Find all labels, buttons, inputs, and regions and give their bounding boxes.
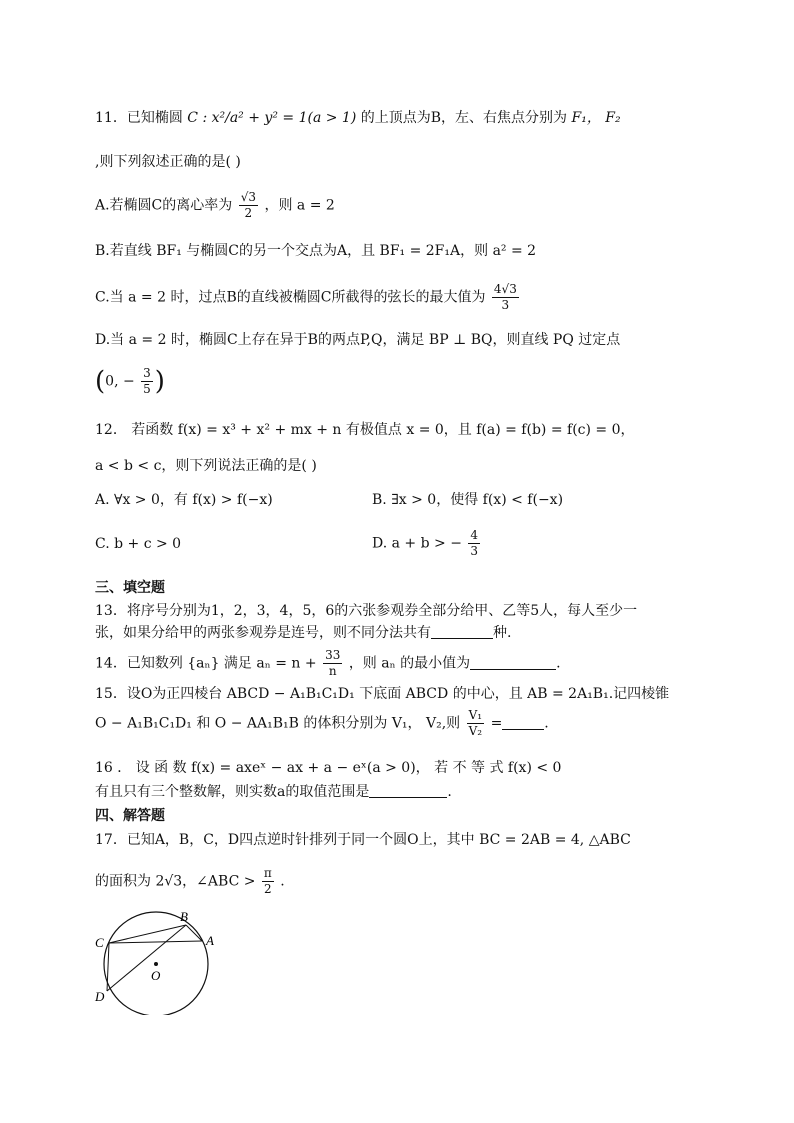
q12-line2: a < b < c，则下列说法正确的是( )	[95, 458, 317, 474]
q12-d-numerator: 4	[470, 528, 479, 542]
q15-line2	[95, 708, 549, 739]
q11-option-b: B.若直线 BF₁ 与椭圆C的另一个交点为A，且 BF₁ = 2F₁A，则 a² = 2	[95, 243, 537, 259]
q12-d-text: D. a + b > −	[372, 535, 462, 552]
q11-ellipse-eq: C : x²/a² + y² = 1(a > 1)	[187, 110, 357, 126]
q15-fraction	[467, 708, 484, 739]
q11-text: 11．已知椭圆	[95, 110, 183, 126]
segment-ca	[109, 941, 202, 943]
q11-a-numerator: √3	[240, 190, 257, 204]
q11-c-denominator: 3	[501, 298, 510, 312]
q16-answer-blank[interactable]	[369, 783, 447, 798]
q11-a-text-2: ，则 a = 2	[264, 197, 335, 214]
q13-text: 张，如果分给甲的两张参观券是连号，则不同分法共有	[95, 625, 431, 641]
q15-text: O − A₁B₁C₁D₁ 和 O − AA₁B₁B 的体积分别为 V₁， V₂,则	[95, 715, 461, 732]
q14-text: 14．已知数列 {aₙ} 满足 aₙ = n +	[95, 655, 317, 672]
q17-numerator: π	[263, 866, 272, 880]
q15-denominator: V₂	[468, 724, 483, 738]
q15-answer-blank[interactable]	[502, 715, 544, 730]
q11-a-fraction	[239, 190, 258, 221]
q11-option-c	[95, 282, 521, 313]
q16-text: 有且只有三个整数解，则实数a的取值范围是	[95, 784, 370, 800]
q11-d-denominator: 5	[143, 382, 151, 396]
label-b: B	[180, 909, 188, 924]
q17-denominator: 2	[264, 882, 272, 896]
q11-d-fraction	[141, 366, 153, 397]
section-solution-heading: 四、解答题	[95, 808, 165, 824]
q15-line1: 15．设O为正四棱台 ABCD − A₁B₁C₁D₁ 下底面 ABCD 的中心，且 AB = 2A₁B₁.记四棱锥	[95, 686, 670, 702]
q11-a-text: A.若椭圆C的离心率为	[95, 197, 233, 214]
q11-option-d: D.当 a = 2 时，椭圆C上存在异于B的两点P,Q，满足 BP ⊥ BQ，则直线 PQ 过定点	[95, 332, 621, 348]
q11-option-d-point: (0, − $\frac{3}{5}$ )	[95, 366, 165, 397]
q11-option-a	[95, 190, 335, 221]
q12-d-fraction	[468, 528, 480, 559]
q11-text-2: 的上顶点为B，左、右焦点分别为	[360, 110, 568, 126]
q11-c-numerator: 4√3	[493, 282, 517, 296]
q12-d-denominator: 3	[470, 544, 479, 558]
q17-text-2: .	[280, 873, 285, 890]
q11-d-numerator: 3	[143, 366, 151, 380]
q17-fraction	[262, 866, 274, 897]
q12-option-c: C. b + c > 0	[95, 536, 182, 552]
q11-c-text: C.当 a = 2 时，过点B的直线被椭圆C所截得的弦长的最大值为	[95, 289, 486, 306]
q14-denominator: n	[328, 664, 337, 678]
q14-text-2: ，则 aₙ 的最小值为	[348, 655, 471, 672]
q13-answer-blank[interactable]	[431, 624, 493, 639]
q12-option-a: A. ∀x > 0，有 f(x) > f(−x)	[95, 492, 273, 508]
q14-text-3: .	[556, 655, 561, 672]
q15-numerator: V₁	[468, 708, 483, 722]
q12-line1: 12． 若函数 f(x) = x³ + x² + mx + n 有极值点 x = 0，且 f(a) = f(b) = f(c) = 0，	[95, 422, 635, 438]
q14-answer-blank[interactable]	[470, 655, 556, 670]
section-fill-in-heading: 三、填空题	[95, 580, 165, 596]
q11-c-fraction	[492, 282, 519, 313]
q14-fraction	[323, 648, 342, 679]
q11-a-denominator: 2	[244, 206, 253, 220]
label-c: C	[95, 935, 104, 950]
q16-line1: 16 ． 设 函 数 f(x) = axeˣ − ax + a − eˣ(a > 0)， 若 不 等 式 f(x) < 0	[95, 760, 562, 776]
segment-ba	[186, 925, 202, 941]
q12-option-d	[372, 528, 482, 559]
q14-line	[95, 648, 561, 679]
q14-numerator: 33	[325, 648, 341, 662]
q11-line1	[95, 108, 621, 128]
q17-line2	[95, 866, 285, 897]
q11-f1: F₁，	[571, 110, 601, 126]
segment-db	[107, 925, 186, 991]
label-o: O	[151, 968, 161, 983]
center-point	[154, 962, 158, 966]
q13-line2	[95, 623, 511, 643]
q17-text: 的面积为 2√3，∠ABC >	[95, 873, 256, 890]
q15-equals: =	[490, 715, 503, 732]
q15-text-2: .	[544, 715, 549, 732]
q11-f2: F₂	[605, 110, 621, 126]
q16-text-2: .	[447, 784, 452, 800]
q12-option-b: B. ∃x > 0，使得 f(x) < f(−x)	[372, 492, 564, 508]
label-a: A	[206, 933, 214, 948]
q16-line2	[95, 782, 452, 802]
q11-line2: ,则下列叙述正确的是( )	[95, 154, 241, 170]
label-d: D	[95, 989, 105, 1004]
q13-line1: 13．将序号分别为1，2，3，4，5，6的六张参观券全部分给甲、乙等5人，每人至少一	[95, 603, 638, 619]
circle-figure	[92, 905, 232, 1015]
q11-d-point-text: 0, −	[105, 373, 135, 390]
q13-text-2: 种.	[493, 625, 512, 641]
q17-line1: 17．已知A，B，C，D四点逆时针排列于同一个圆O上，其中 BC = 2AB = 4, △ABC	[95, 832, 631, 848]
